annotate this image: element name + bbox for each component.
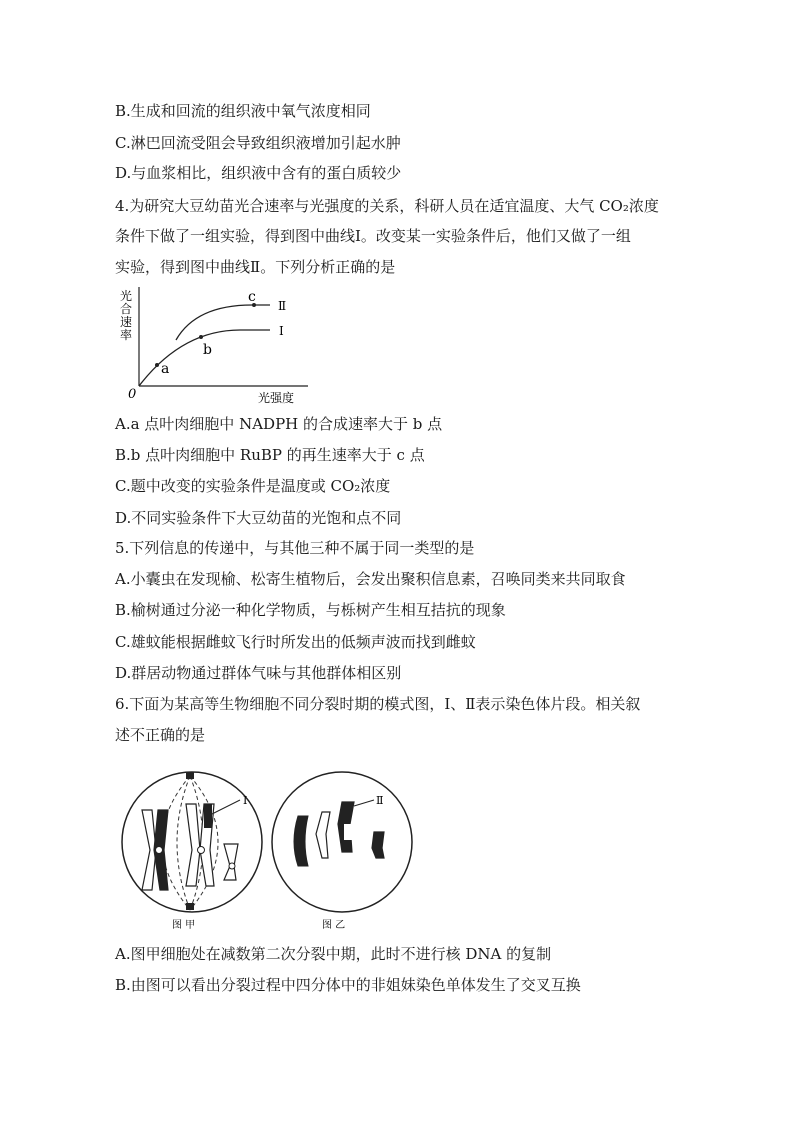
origin-label: 0 <box>128 387 137 402</box>
q4-option-d: D.不同实验条件下大豆幼苗的光饱和点不同 <box>115 509 402 527</box>
q6-cell-diagrams <box>112 762 417 932</box>
q4-stem-line-1: 4.为研究大豆幼苗光合速率与光强度的关系，科研人员在适宜温度、大气 CO₂浓度 <box>115 197 659 215</box>
curve-II-label: Ⅱ <box>278 299 287 313</box>
label-II-pointer <box>354 800 374 806</box>
label-I-pointer <box>212 800 240 814</box>
y-axis-label-char-3: 速 <box>120 315 133 329</box>
q5-option-c: C.雄蚊能根据雌蚊飞行时所发出的低频声波而找到雌蚊 <box>115 633 476 651</box>
curve-I <box>139 330 270 386</box>
caption-jia: 图 甲 <box>172 920 196 931</box>
point-b-label: b <box>203 342 212 358</box>
q4-graph <box>112 282 312 408</box>
q6-stem-line-2: 述不正确的是 <box>115 726 206 744</box>
cell-jia <box>122 772 262 912</box>
q5-option-a: A.小囊虫在发现榆、松寄生植物后，会发出聚积信息素，召唤同类来共同取食 <box>115 570 626 588</box>
y-axis-label-char-2: 合 <box>120 302 133 316</box>
q3-option-d: D.与血浆相比，组织液中含有的蛋白质较少 <box>115 164 402 182</box>
label-II: Ⅱ <box>376 794 384 807</box>
chromosome-6 <box>294 816 308 866</box>
q4-stem-line-3: 实验，得到图中曲线Ⅱ。下列分析正确的是 <box>115 258 396 276</box>
q3-option-b: B.生成和回流的组织液中氧气浓度相同 <box>115 102 371 120</box>
q4-stem-line-2: 条件下做了一组实验，得到图中曲线Ⅰ。改变某一实验条件后，他们又做了一组 <box>115 227 631 245</box>
q3-option-c: C.淋巴回流受阻会导致组织液增加引起水肿 <box>115 134 401 152</box>
point-a <box>155 363 159 367</box>
point-c-label: c <box>248 289 256 305</box>
curve-II <box>176 305 270 340</box>
q6-option-b: B.由图可以看出分裂过程中四分体中的非姐妹染色单体发生了交叉互换 <box>115 976 581 994</box>
label-I: Ⅰ <box>243 794 248 807</box>
curve-I-label: Ⅰ <box>279 324 284 338</box>
q6-stem-line-1: 6.下面为某高等生物细胞不同分裂时期的模式图，Ⅰ、Ⅱ表示染色体片段。相关叙 <box>115 695 641 713</box>
caption-yi: 图 乙 <box>322 920 346 931</box>
chromosome-7 <box>316 812 330 858</box>
centriole-bottom <box>186 903 194 910</box>
y-axis-label-char-1: 光 <box>120 289 133 303</box>
q6-option-a: A.图甲细胞处在减数第二次分裂中期，此时不进行核 DNA 的复制 <box>115 945 552 963</box>
y-axis-label-char-4: 率 <box>120 328 133 342</box>
x-axis-label: 光强度 <box>258 391 295 405</box>
point-b <box>199 335 203 339</box>
chromosome-5 <box>224 844 238 880</box>
q4-option-c: C.题中改变的实验条件是温度或 CO₂浓度 <box>115 477 391 495</box>
q5-stem: 5.下列信息的传递中，与其他三种不属于同一类型的是 <box>115 539 475 557</box>
q4-option-b: B.b 点叶肉细胞中 RuBP 的再生速率大于 c 点 <box>115 446 425 464</box>
chromosome-9 <box>372 832 384 858</box>
point-a-label: a <box>161 361 170 377</box>
cell-yi <box>272 772 412 912</box>
q4-option-a: A.a 点叶肉细胞中 NADPH 的合成速率大于 b 点 <box>115 415 443 433</box>
q5-option-b: B.榆树通过分泌一种化学物质，与栎树产生相互拮抗的现象 <box>115 601 506 619</box>
centriole-top <box>186 772 194 779</box>
chromosome-3 <box>186 804 200 886</box>
q5-option-d: D.群居动物通过群体气味与其他群体相区别 <box>115 664 402 682</box>
